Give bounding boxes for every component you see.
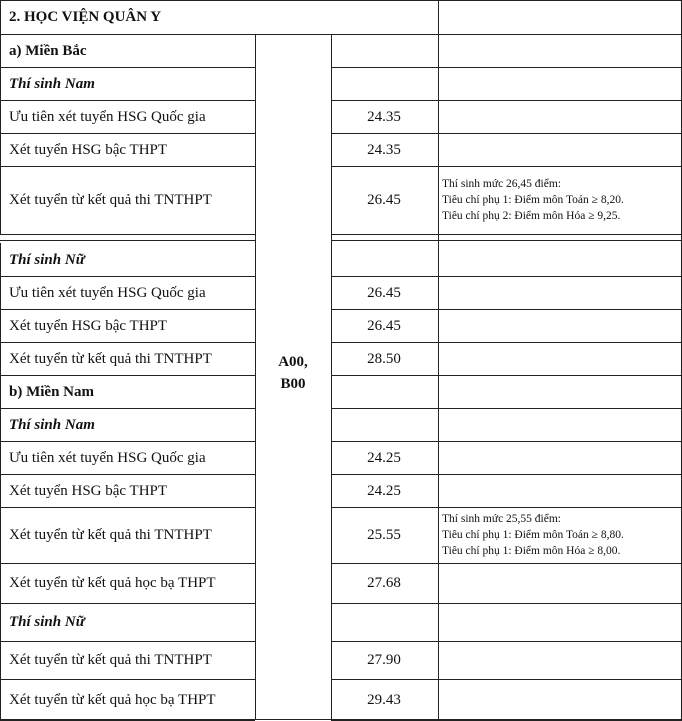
title-underline xyxy=(0,34,682,35)
page-title: 2. HỌC VIỆN QUÂN Y xyxy=(9,9,162,25)
row-divider xyxy=(0,507,255,508)
score-cell: 24.25 xyxy=(367,482,401,499)
row-divider xyxy=(0,679,255,680)
criteria-note: Tiêu chí phụ 1: Điểm môn Hóa ≥ 8,00. xyxy=(442,545,621,557)
method-cell: Xét tuyển từ kết quả thi TNTHPT xyxy=(9,527,212,543)
row-divider xyxy=(331,240,682,241)
region-label: a) Miền Bắc xyxy=(9,42,87,59)
row-divider xyxy=(331,474,682,475)
row-divider xyxy=(331,408,682,409)
method-cell: Xét tuyển từ kết quả thi TNTHPT xyxy=(9,192,212,208)
row-divider xyxy=(331,342,682,343)
score-cell: 25.55 xyxy=(367,527,401,543)
row-divider xyxy=(0,408,255,409)
group-label: Thí sinh Nữ xyxy=(9,614,85,630)
criteria-note: Tiêu chí phụ 1: Điểm môn Toán ≥ 8,80. xyxy=(442,529,624,541)
row-divider xyxy=(0,234,255,235)
method-cell: Ưu tiên xét tuyển HSG Quốc gia xyxy=(9,284,206,301)
score-cell: 26.45 xyxy=(367,192,401,208)
row-divider xyxy=(0,67,255,68)
row-divider xyxy=(0,133,255,134)
method-cell: Xét tuyển từ kết quả học bạ THPT xyxy=(9,691,216,708)
section-gap xyxy=(0,234,255,243)
row-divider xyxy=(0,240,255,241)
row-divider xyxy=(331,133,682,134)
score-cell: 29.43 xyxy=(367,691,401,708)
score-cell: 27.68 xyxy=(367,575,401,591)
row-divider xyxy=(0,309,255,310)
row-divider xyxy=(331,234,682,235)
score-cell: 27.90 xyxy=(367,652,401,668)
row-divider xyxy=(331,67,682,68)
row-divider xyxy=(331,603,682,604)
column-divider xyxy=(438,34,439,720)
method-cell: Xét tuyển từ kết quả học bạ THPT xyxy=(9,575,216,591)
group-label: Thí sinh Nam xyxy=(9,416,95,433)
method-cell: Ưu tiên xét tuyển HSG Quốc gia xyxy=(9,108,206,125)
criteria-note: Thí sinh mức 25,55 điểm: xyxy=(442,513,561,525)
method-cell: Xét tuyển HSG bậc THPT xyxy=(9,317,168,334)
row-divider xyxy=(0,441,255,442)
table-left-border xyxy=(0,0,1,720)
score-cell: 24.35 xyxy=(367,141,401,158)
row-divider xyxy=(331,679,682,680)
row-divider xyxy=(331,166,682,167)
title-divider xyxy=(438,0,439,34)
row-divider xyxy=(331,641,682,642)
row-divider xyxy=(0,276,255,277)
score-cell: 26.45 xyxy=(367,317,401,334)
subject-block-line: A00, xyxy=(278,354,308,370)
method-cell: Xét tuyển từ kết quả thi TNTHPT xyxy=(9,350,212,367)
group-label: Thí sinh Nam xyxy=(9,75,95,92)
row-divider xyxy=(0,342,255,343)
criteria-note: Tiêu chí phụ 2: Điểm môn Hóa ≥ 9,25. xyxy=(442,210,621,222)
criteria-note: Tiêu chí phụ 1: Điểm môn Toán ≥ 8,20. xyxy=(442,194,624,206)
row-divider xyxy=(0,603,255,604)
region-label: b) Miền Nam xyxy=(9,383,94,400)
score-cell: 24.25 xyxy=(367,449,401,466)
row-divider xyxy=(0,563,255,564)
method-cell: Xét tuyển HSG bậc THPT xyxy=(9,482,168,499)
row-divider xyxy=(331,276,682,277)
row-divider xyxy=(331,563,682,564)
score-cell: 24.35 xyxy=(367,108,401,125)
row-divider xyxy=(331,100,682,101)
row-divider xyxy=(0,474,255,475)
score-cell: 26.45 xyxy=(367,284,401,301)
method-cell: Ưu tiên xét tuyển HSG Quốc gia xyxy=(9,449,206,466)
subject-block-line: B00 xyxy=(280,376,306,392)
row-divider xyxy=(0,100,255,101)
row-divider xyxy=(331,375,682,376)
method-cell: Xét tuyển HSG bậc THPT xyxy=(9,141,168,158)
row-divider xyxy=(331,309,682,310)
row-divider xyxy=(331,507,682,508)
criteria-note: Thí sinh mức 26,45 điểm: xyxy=(442,178,561,190)
table-top-border xyxy=(0,0,682,1)
group-label: Thí sinh Nữ xyxy=(9,251,85,268)
method-cell: Xét tuyển từ kết quả thi TNTHPT xyxy=(9,652,212,668)
column-divider xyxy=(331,34,332,720)
row-divider xyxy=(331,441,682,442)
row-divider xyxy=(0,641,255,642)
subject-block-cell xyxy=(255,351,331,395)
row-divider xyxy=(0,375,255,376)
score-cell: 28.50 xyxy=(367,350,401,367)
row-divider xyxy=(0,166,255,167)
